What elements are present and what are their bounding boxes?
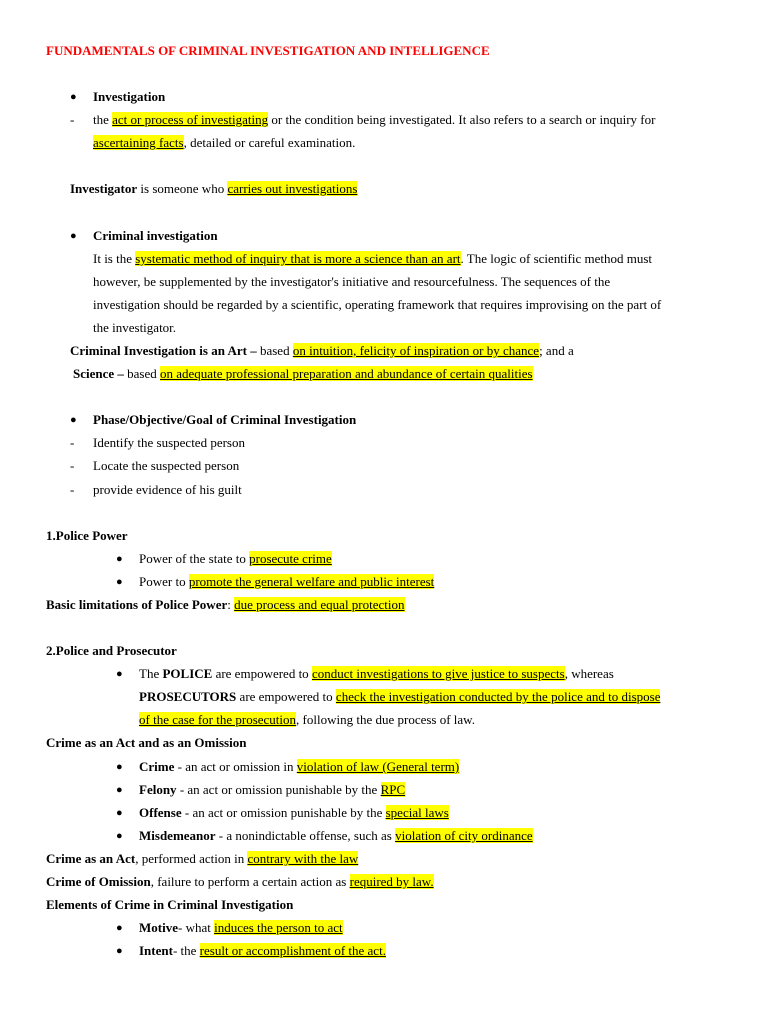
highlight: conduct investigations to give justice to suspects (311, 666, 565, 681)
criminal-investigation-line-2: however, be supplemented by the investigator's initiative and resourcefulness. The sequences of the (93, 274, 611, 289)
term: Offense (139, 805, 182, 820)
highlight: on intuition, felicity of inspiration or by chance (292, 343, 540, 358)
document-title: FUNDAMENTALS OF CRIMINAL INVESTIGATION AND INTELLIGENCE (46, 43, 490, 58)
text-run: The (139, 666, 163, 681)
dash-marker: - (70, 482, 75, 497)
bullet-icon: ● (116, 576, 123, 588)
term: Science – (73, 366, 124, 381)
text-run: are empowered to (212, 666, 312, 681)
highlight: result or accomplishment of the act. (199, 943, 386, 958)
element-item (139, 942, 386, 960)
highlight: required by law. (349, 874, 434, 889)
text-run: based (123, 366, 161, 381)
bullet-icon: ● (116, 668, 123, 680)
term: Basic limitations of Police Power (46, 597, 228, 612)
text-run: - the (172, 943, 200, 958)
text-run: . The logic of scientific method must (460, 251, 652, 266)
term: Investigator (70, 181, 138, 196)
highlight: carries out investigations (227, 181, 358, 196)
text-run: Power to (139, 574, 189, 589)
police-power-heading: 1.Police Power (46, 528, 128, 543)
text-run: It is the (93, 251, 136, 266)
investigator-definition (70, 180, 357, 198)
text-run: , following the due process of law. (296, 712, 475, 727)
highlight: check the investigation conducted by the police and to dispose (335, 689, 661, 704)
crime-as-act-definition (46, 850, 358, 868)
text-run: : (227, 597, 235, 612)
term: Criminal Investigation is an Art – (70, 343, 257, 358)
highlight: prosecute crime (249, 551, 332, 566)
phase-item: Locate the suspected person (93, 458, 240, 473)
term: Intent (139, 943, 173, 958)
bullet-icon: ● (116, 807, 123, 819)
text-run: is someone who (137, 181, 228, 196)
text-run: , detailed or careful examination. (183, 135, 356, 150)
criminal-investigation-line-4: the investigator. (93, 320, 177, 335)
crime-of-omission-definition (46, 873, 434, 891)
highlight: contrary with the law (247, 851, 359, 866)
bullet-icon: ● (116, 922, 123, 934)
police-prosecutor-line-1 (139, 665, 614, 683)
text-run: - a nonindictable offense, such as (215, 828, 396, 843)
bullet-icon: ● (116, 784, 123, 796)
text-run: or the condition being investigated. It also refers to a search or inquiry for (268, 112, 656, 127)
dash-marker: - (70, 435, 75, 450)
bullet-icon: ● (70, 414, 77, 426)
crime-type-item (139, 781, 405, 799)
bullet-icon: ● (70, 91, 77, 103)
text-run: ; and a (539, 343, 574, 358)
police-power-limitations (46, 596, 405, 614)
phase-item: provide evidence of his guilt (93, 482, 242, 497)
police-power-item (139, 573, 434, 591)
highlight: due process and equal protection (234, 597, 405, 612)
highlight: induces the person to act (214, 920, 343, 935)
highlight: special laws (385, 805, 449, 820)
highlight: ascertaining facts (93, 135, 184, 150)
text-run: , performed action in (135, 851, 248, 866)
bullet-icon: ● (116, 553, 123, 565)
criminal-investigation-heading: Criminal investigation (93, 228, 218, 243)
highlight: of the case for the prosecution (139, 712, 297, 727)
bullet-icon: ● (116, 761, 123, 773)
highlight: violation of law (General term) (296, 759, 460, 774)
highlight: on adequate professional preparation and abundance of certain qualities (160, 366, 533, 381)
investigation-heading: Investigation (93, 89, 166, 104)
criminal-investigation-line-1 (93, 250, 652, 268)
bullet-icon: ● (116, 945, 123, 957)
bullet-icon: ● (116, 830, 123, 842)
phase-heading: Phase/Objective/Goal of Criminal Investigation (93, 412, 357, 427)
highlight: promote the general welfare and public interest (188, 574, 435, 589)
bullet-icon: ● (70, 230, 77, 242)
term: Crime of Omission (46, 874, 151, 889)
highlight: RPC (380, 782, 406, 797)
text-run: based (256, 343, 293, 358)
term: Crime as an Act (46, 851, 136, 866)
term: POLICE (162, 666, 213, 681)
police-prosecutor-line-2 (139, 688, 660, 706)
text-run: , failure to perform a certain action as (150, 874, 350, 889)
text-run: - what (177, 920, 215, 935)
phase-item: Identify the suspected person (93, 435, 245, 450)
elements-heading: Elements of Crime in Criminal Investigation (46, 897, 294, 912)
investigation-definition-line-2 (93, 134, 355, 152)
investigation-as-art (70, 342, 574, 360)
text-run: , whereas (564, 666, 614, 681)
police-prosecutor-heading: 2.Police and Prosecutor (46, 643, 177, 658)
crime-type-item (139, 804, 449, 822)
text-run: - an act or omission punishable by the (176, 782, 381, 797)
text-run: - an act or omission punishable by the (181, 805, 386, 820)
crime-type-item (139, 758, 459, 776)
dash-marker: - (70, 112, 75, 127)
crime-type-item (139, 827, 533, 845)
criminal-investigation-line-3: investigation should be regarded by a scientific, operating framework that requires improvising on the part of (93, 297, 662, 312)
term: Motive (139, 920, 178, 935)
dash-marker: - (70, 458, 75, 473)
term: Felony (139, 782, 177, 797)
investigation-definition-line-1 (93, 111, 655, 129)
text-run: are empowered to (236, 689, 336, 704)
highlight: systematic method of inquiry that is more a science than an art (135, 251, 461, 266)
text-run: Power of the state to (139, 551, 250, 566)
police-power-item (139, 550, 332, 568)
term: PROSECUTORS (139, 689, 237, 704)
element-item (139, 919, 343, 937)
text-run: - an act or omission in (174, 759, 297, 774)
highlight: act or process of investigating (112, 112, 269, 127)
text-run: the (93, 112, 113, 127)
investigation-as-science (73, 365, 533, 383)
term: Crime (139, 759, 175, 774)
police-prosecutor-line-3 (139, 711, 475, 729)
crime-act-heading: Crime as an Act and as an Omission (46, 735, 247, 750)
term: Misdemeanor (139, 828, 216, 843)
highlight: violation of city ordinance (395, 828, 533, 843)
